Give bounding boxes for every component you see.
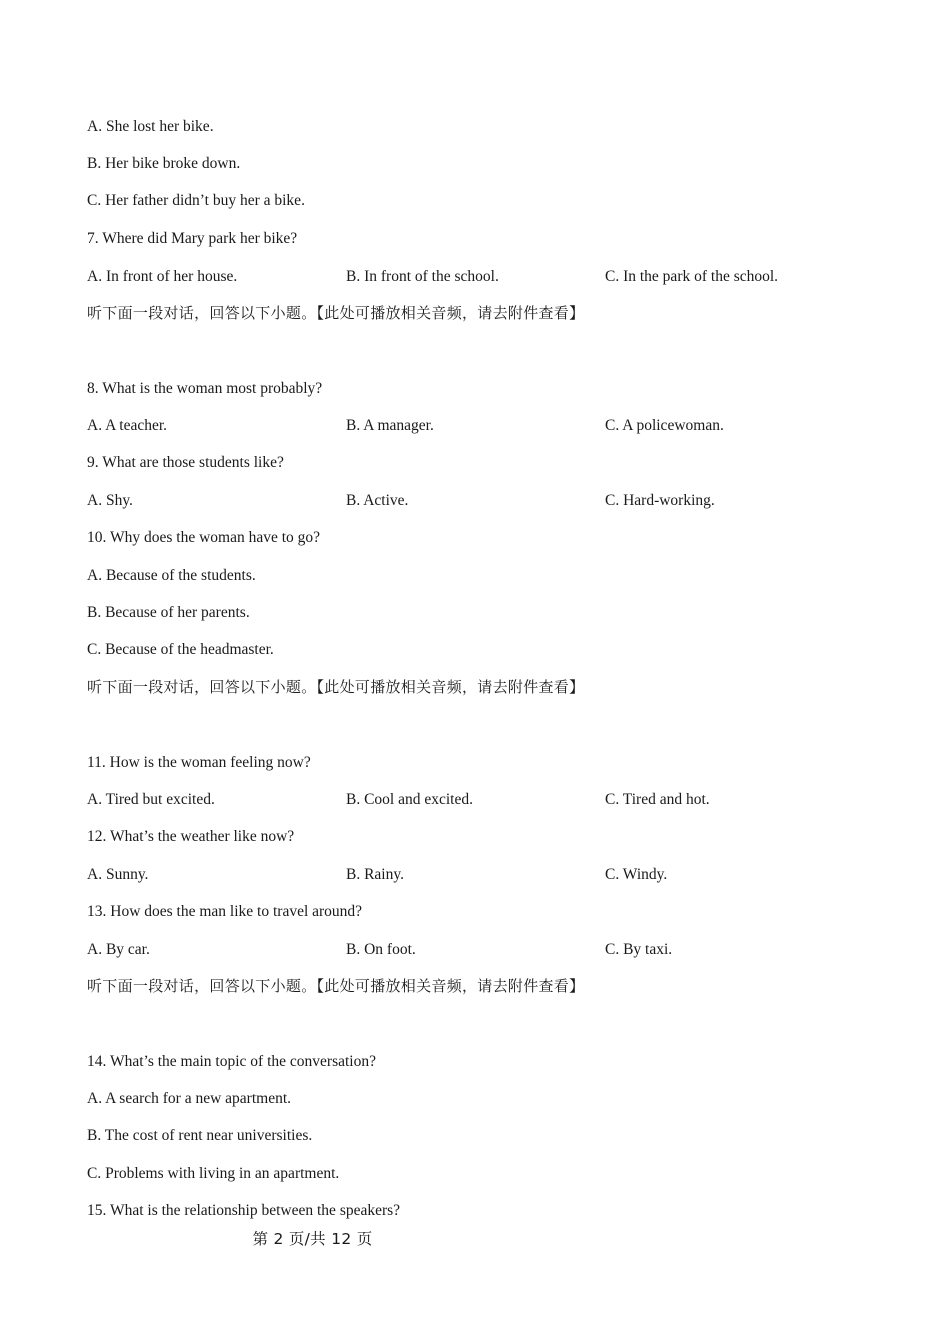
option-9b: B. Active. [346,492,409,509]
option-9c: C. Hard-working. [605,492,715,509]
question-9: 9. What are those students like? [87,454,284,471]
options-13 [87,940,867,960]
option-7c: C. In the park of the school. [605,268,779,285]
option-6b: B. Her bike broke down. [87,155,241,172]
option-9a: A. Shy. [87,492,133,509]
option-10c: C. Because of the headmaster. [87,641,274,658]
options-8 [87,416,867,436]
option-6a: A. She lost her bike. [87,118,214,135]
option-8a: A. A teacher. [87,417,168,434]
option-12b: B. Rainy. [346,866,404,883]
options-7 [87,267,867,287]
question-7: 7. Where did Mary park her bike? [87,230,298,247]
question-14: 14. What’s the main topic of the conversation? [87,1053,376,1070]
question-10: 10. Why does the woman have to go? [87,529,321,546]
options-12 [87,865,867,885]
option-11c: C. Tired and hot. [605,791,710,808]
option-13c: C. By taxi. [605,941,673,958]
question-8: 8. What is the woman most probably? [87,380,323,397]
question-13: 13. How does the man like to travel around? [87,903,363,920]
option-13b: B. On foot. [346,941,416,958]
option-7a: A. In front of her house. [87,268,238,285]
option-10b: B. Because of her parents. [87,604,250,621]
option-8c: C. A policewoman. [605,417,724,434]
option-13a: A. By car. [87,941,150,958]
listening-instruction-2: 听下面一段对话，回答以下小题。【此处可播放相关音频，请去附件查看】 [87,678,585,696]
option-14a: A. A search for a new apartment. [87,1090,292,1107]
option-14b: B. The cost of rent near universities. [87,1127,313,1144]
options-11 [87,790,867,810]
option-10a: A. Because of the students. [87,567,256,584]
question-12: 12. What’s the weather like now? [87,828,295,845]
option-12c: C. Windy. [605,866,668,883]
option-14c: C. Problems with living in an apartment. [87,1165,340,1182]
page-footer: 第 2 页/共 12 页 [252,1230,373,1248]
listening-instruction-1: 听下面一段对话，回答以下小题。【此处可播放相关音频，请去附件查看】 [87,304,585,322]
question-11: 11. How is the woman feeling now? [87,754,311,771]
option-11a: A. Tired but excited. [87,791,215,808]
option-7b: B. In front of the school. [346,268,499,285]
option-11b: B. Cool and excited. [346,791,473,808]
listening-instruction-3: 听下面一段对话，回答以下小题。【此处可播放相关音频，请去附件查看】 [87,977,585,995]
question-15: 15. What is the relationship between the speakers? [87,1202,401,1219]
option-12a: A. Sunny. [87,866,149,883]
options-9 [87,491,867,511]
option-6c: C. Her father didn’t buy her a bike. [87,192,305,209]
option-8b: B. A manager. [346,417,434,434]
